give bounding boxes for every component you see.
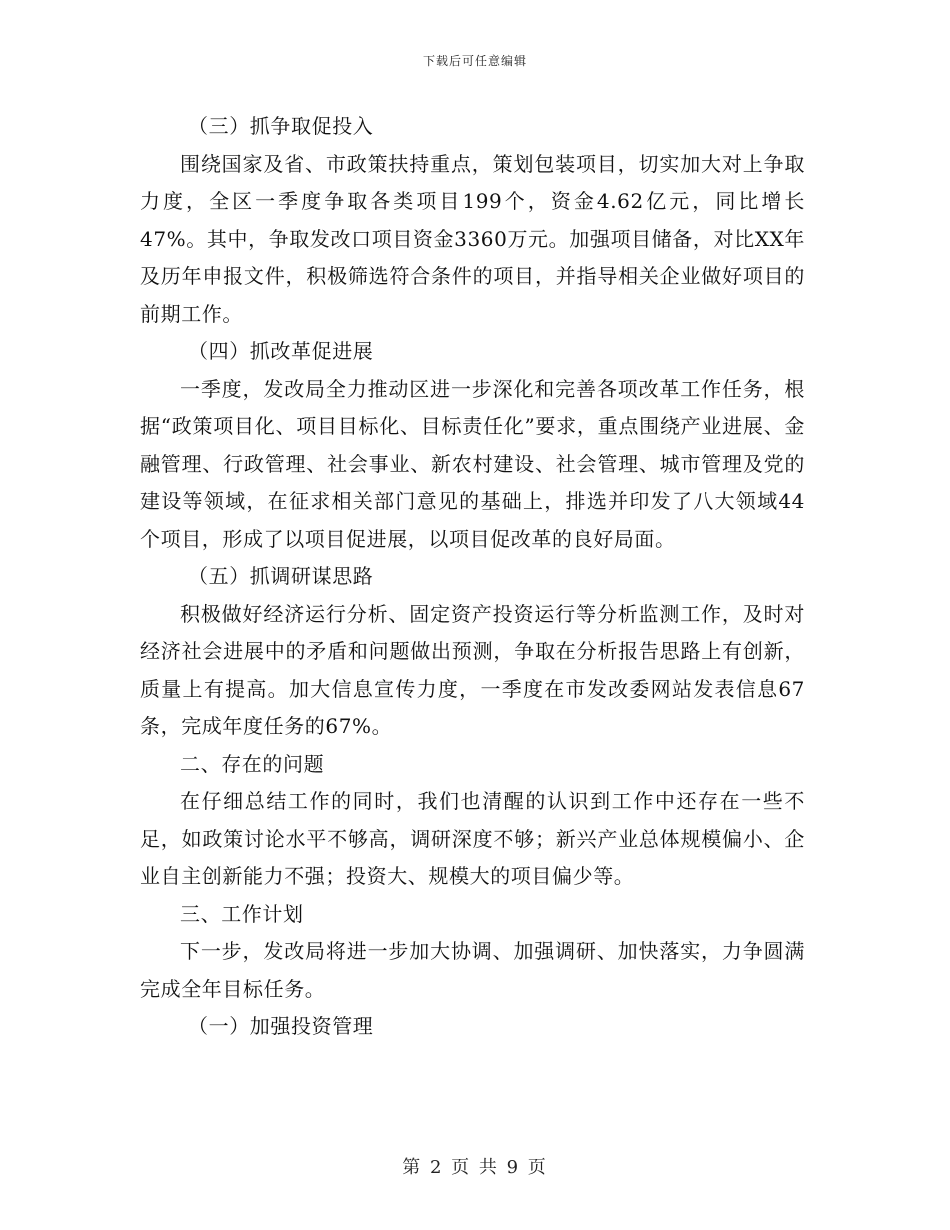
paragraph: 围绕国家及省、市政策扶持重点，策划包装项目，切实加大对上争取力度，全区一季度争取各类项目199个，资金4.62亿元，同比增长47%。其中，争取发改口项目资金3360万元。加强项目储备，对比XX年及历年申报文件，积极筛选符合条件的项目，并指导相关企业做好项目的前期工作。: [140, 151, 805, 326]
document-body: [140, 108, 805, 1046]
paragraph: 一季度，发改局全力推动区进一步深化和完善各项改革工作任务，根据“政策项目化、项目目标化、目标责任化”要求，重点围绕产业进展、金融管理、行政管理、社会事业、新农村建设、社会管理、城市管理及党的建设等领域，在征求相关部门意见的基础上，排选并印发了八大领域44个项目，形成了以项目促进展，以项目促改革的良好局面。: [140, 376, 805, 551]
section-heading-4: （四）抓改革促进展: [188, 339, 374, 363]
header-note: 下载后可任意编辑: [422, 54, 527, 68]
section-heading-plan: 三、工作计划: [180, 901, 304, 926]
paragraph: 积极做好经济运行分析、固定资产投资运行等分析监测工作，及时对经济社会进展中的矛盾和问题做出预测，争取在分析报告思路上有创新，质量上有提高。加大信息宣传力度，一季度在市发改委网站发表信息67条，完成年度任务的67%。: [140, 601, 805, 738]
section-heading-problems: 二、存在的问题: [180, 751, 325, 776]
page-number: 第 2 页 共 9 页: [402, 1157, 548, 1178]
paragraph: 下一步，发改局将进一步加大协调、加强调研、加快落实，力争圆满完成全年目标任务。: [140, 939, 805, 1001]
section-heading-1: （一）加强投资管理: [188, 1014, 374, 1038]
section-heading-3: （三）抓争取促投入: [188, 114, 374, 138]
section-heading-5: （五）抓调研谋思路: [188, 564, 374, 588]
paragraph: 在仔细总结工作的同时，我们也清醒的认识到工作中还存在一些不足，如政策讨论水平不够高，调研深度不够；新兴产业总体规模偏小、企业自主创新能力不强；投资大、规模大的项目偏少等。: [140, 789, 805, 888]
